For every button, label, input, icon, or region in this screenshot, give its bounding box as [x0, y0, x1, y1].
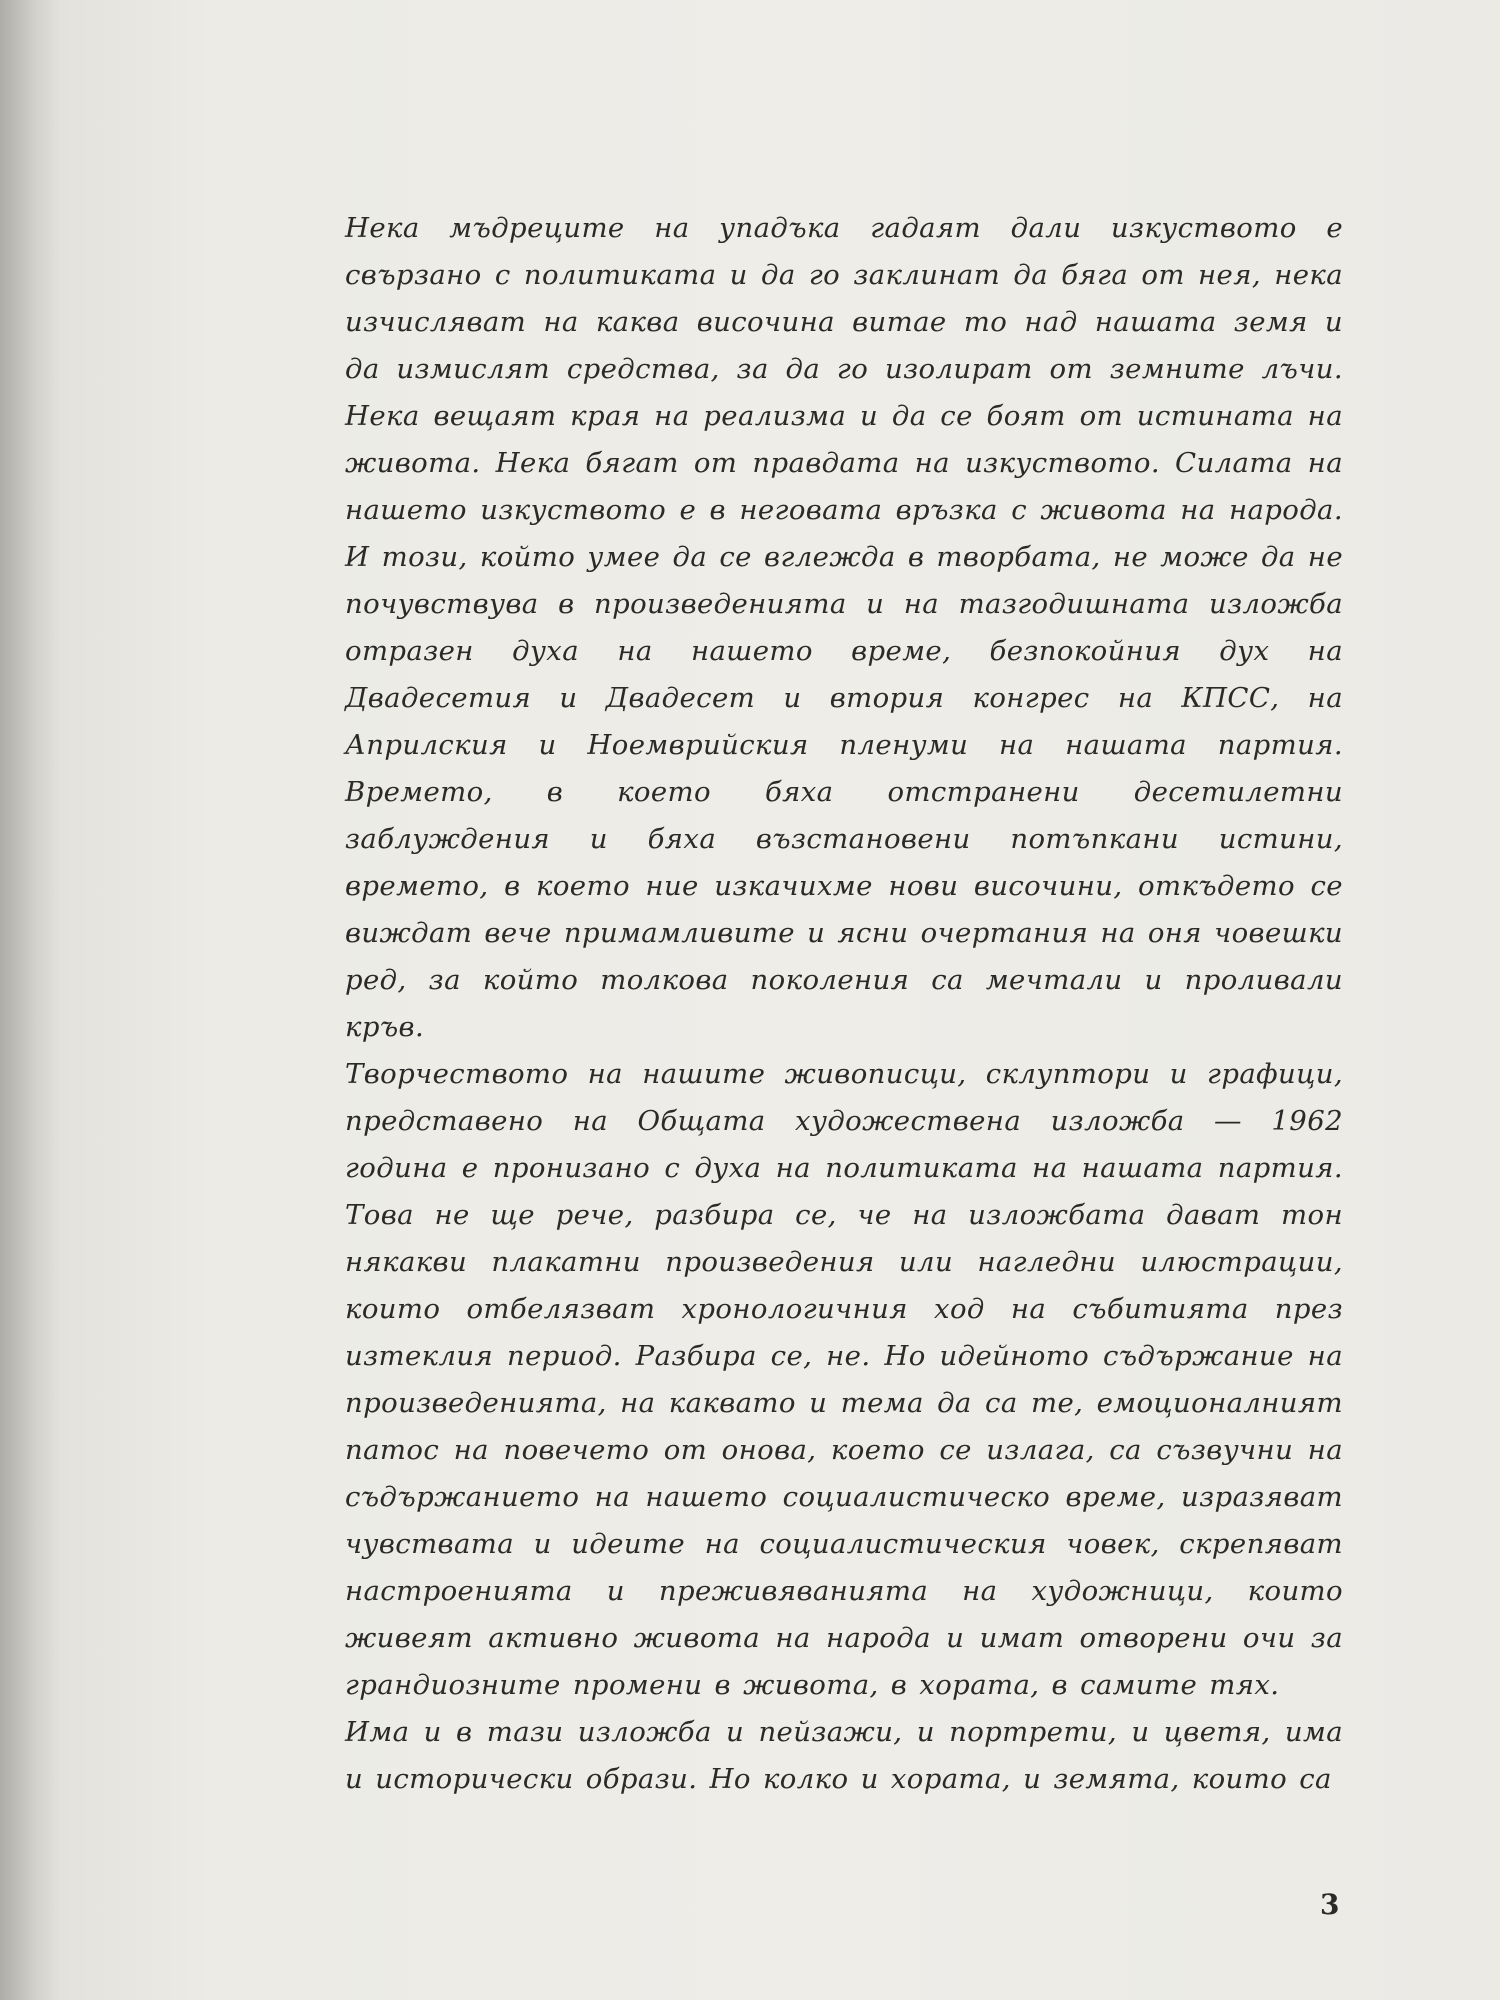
book-gutter-shadow: [0, 0, 60, 2000]
paragraph-1: Нека мъдреците на упадъка гадаят дали изкуството е свързано с политиката и да го заклинат да бяга от нея, нека изчисляват на каква височина витае то над нашата земя и да измислят средства, за да го изолират от земните лъчи. Нека вещаят края на реализма и да се боят от истината на живота. Нека бягат от правдата на изкуството. Силата на нашето изкуството е в неговата връзка с живота на народа. И този, който умее да се вглежда в творбата, не може да не почувствува в произведенията и на тазгодишната изложба отразен духа на нашето време, безпокойния дух на Двадесетия и Двадесет и втория конгрес на КПСС, на Априлския и Ноемврийския пленуми на нашата партия. Времето, в което бяха отстранени десетилетни заблуждения и бяха възстановени потъпкани истини, времето, в което ние изкачихме нови височини, откъдето се виждат вече примамливите и ясни очертания на оня човешки ред, за който толкова поколения са мечтали и проливали кръв.: [345, 212, 1343, 1043]
paragraph-3: Има и в тази изложба и пейзажи, и портрети, и цветя, има и исторически образи. Но колко и хората, и земята, които са: [345, 1716, 1343, 1795]
paragraph-2: Творчеството на нашите живописци, склуптори и графици, представено на Общата художествена изложба — 1962 година е пронизано с духа на политиката на нашата партия. Това не ще рече, разбира се, че на изложбата дават тон някакви плакатни произведения или нагледни илюстрации, които отбелязват хронологичния ход на събитията през изтеклия период. Разбира се, не. Но идейното съдържание на произведенията, на каквато и тема да са те, емоционалният патос на повечето от онова, което се излага, са съзвучни на съдържанието на нашето социалистическо време, изразяват чувствата и идеите на социалистическия човек, скрепяват настроенията и преживяванията на художници, които живеят активно живота на народа и имат отворени очи за грандиозните промени в живота, в хората, в самите тях.: [345, 1058, 1343, 1701]
page-number: 3: [1320, 1888, 1340, 1921]
body-text: [345, 205, 1343, 1803]
